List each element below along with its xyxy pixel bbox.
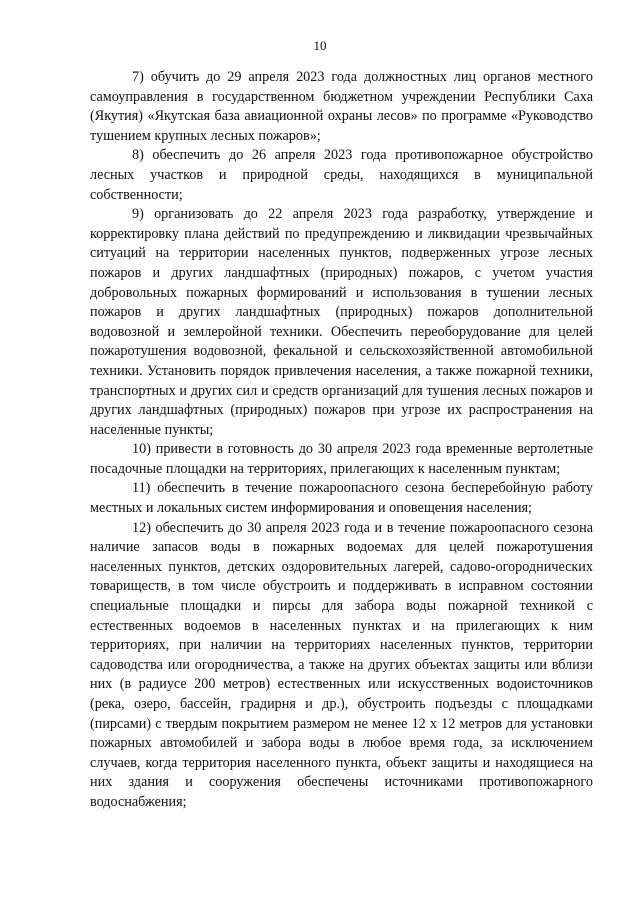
paragraph-item-12: 12) обеспечить до 30 апреля 2023 года и в течение пожароопасного сезона наличие запасов воды в пожарных водоемах для целей пожаротушения населенных пунктов, детских оздоровительных лагерей, садово-огороднических товариществ, в том числе обустроить и поддерживать в исправном состоянии специальные площадки и пирсы для забора воды пожарной техникой с естественных водоемов в населенных пунктах и на прилегающих к ним территориях, при наличии на территориях населенных пунктов, территории садоводства или огородничества, а также на других объектах защиты или вблизи них (в радиусе 200 метров) естественных или искусственных водоисточников (река, озеро, бассейн, градирня и др.), обустроить подъезды с площадками (пирсами) с твердым покрытием размером не менее 12 х 12 метров для установки пожарных автомобилей и забора воды в любое время года, за исключением случаев, когда территория населенного пункта, объект защиты и находящиеся на них здания и сооружения обеспечены источниками противопожарного водоснабжения; <box>90 519 593 810</box>
document-body <box>90 68 593 813</box>
paragraph-item-10: 10) привести в готовность до 30 апреля 2023 года временные вертолетные посадочные площадки на территориях, прилегающих к населенным пунктам; <box>90 441 593 477</box>
paragraph-item-7: 7) обучить до 29 апреля 2023 года должностных лиц органов местного самоуправления в государственном бюджетном учреждении Республики Саха (Якутия) «Якутская база авиационной охраны лесов» по программе «Руководство тушением крупных лесных пожаров»; <box>90 69 593 144</box>
paragraph-item-9: 9) организовать до 22 апреля 2023 года разработку, утверждение и корректировку плана действий по предупреждению и ликвидации чрезвычайных ситуаций на территории населенных пунктов, подверженных угрозе лесных пожаров и других ландшафтных (природных) пожаров, с учетом участия добровольных пожарных формирований и использования в тушении лесных пожаров и других ландшафтных (природных) пожаров дополнительной водовозной и землеройной техники. Обеспечить переоборудование для целей пожаротушения водовозной, фекальной и сельскохозяйственной автомобильной техники. Установить порядок привлечения населения, а также пожарной техники, транспортных и других сил и средств организаций для тушения лесных пожаров и других ландшафтных (природных) пожаров при угрозе их распространения на населенные пункты; <box>90 206 593 438</box>
page-number: 10 <box>313 38 327 53</box>
paragraph-item-8: 8) обеспечить до 26 апреля 2023 года противопожарное обустройство лесных участков и природной среды, находящихся в муниципальной собственности; <box>90 147 593 203</box>
paragraph-item-11: 11) обеспечить в течение пожароопасного сезона бесперебойную работу местных и локальных систем информирования и оповещения населения; <box>90 480 593 517</box>
